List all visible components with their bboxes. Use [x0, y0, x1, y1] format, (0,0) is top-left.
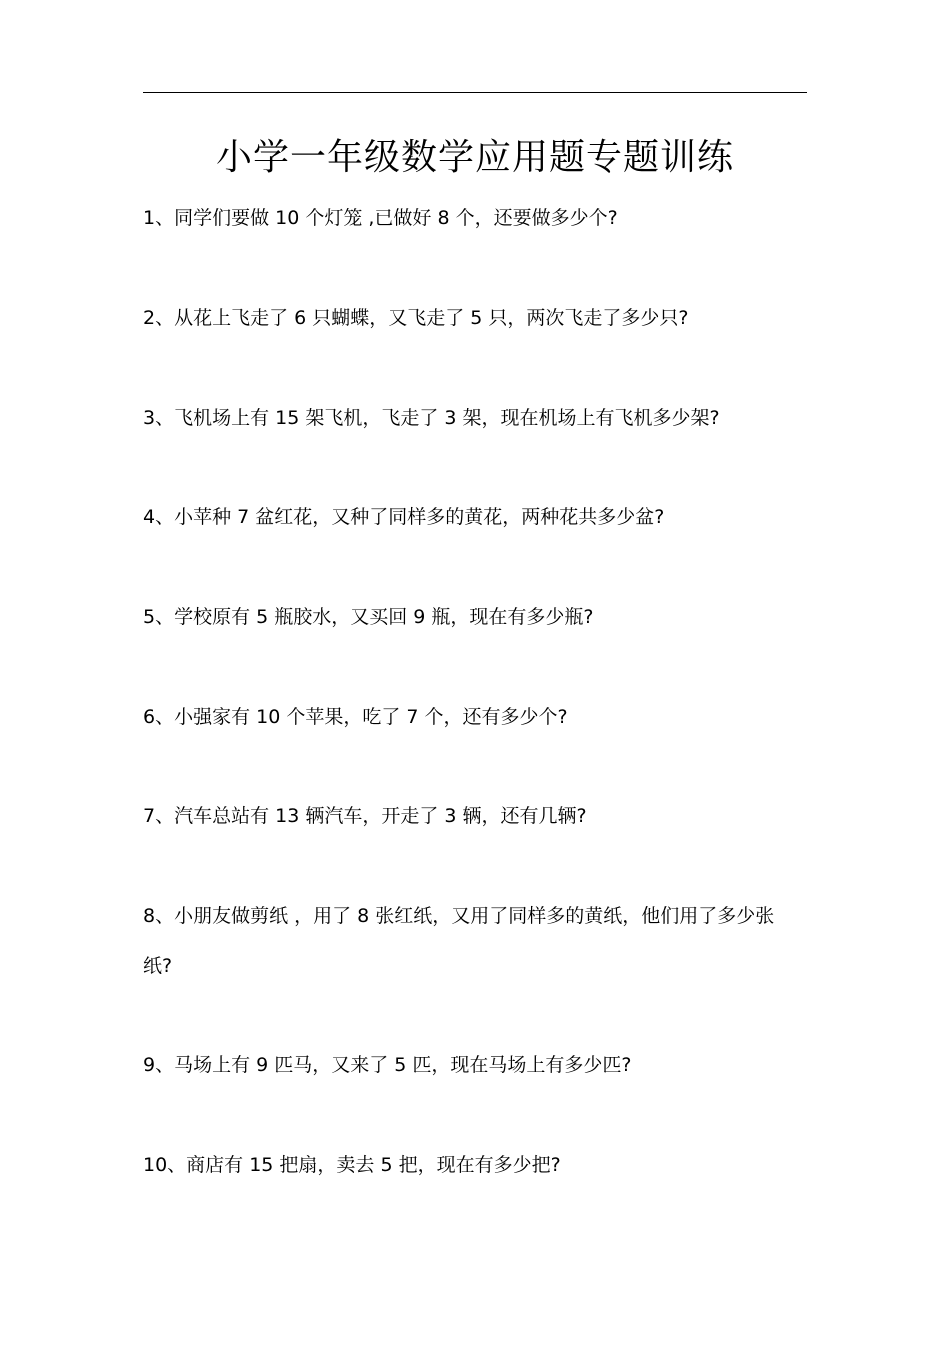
- problem-3: 3、飞机场上有 15 架飞机，飞走了 3 架，现在机场上有飞机多少架?: [143, 407, 720, 429]
- problem-6: 6、小强家有 10 个苹果，吃了 7 个，还有多少个?: [143, 706, 568, 728]
- problem-2: 2、从花上飞走了 6 只蝴蝶，又飞走了 5 只，两次飞走了多少只?: [143, 307, 689, 329]
- problem-1: 1、同学们要做 10 个灯笼 ,已做好 8 个，还要做多少个?: [143, 207, 618, 229]
- top-divider: [143, 92, 807, 93]
- problem-5: 5、学校原有 5 瓶胶水，又买回 9 瓶，现在有多少瓶?: [143, 606, 594, 628]
- problem-7: 7、汽车总站有 13 辆汽车，开走了 3 辆，还有几辆?: [143, 805, 587, 827]
- problem-9: 9、马场上有 9 匹马，又来了 5 匹，现在马场上有多少匹?: [143, 1054, 632, 1076]
- problem-10: 10、商店有 15 把扇，卖去 5 把，现在有多少把?: [143, 1154, 561, 1176]
- page-title: 小学一年级数学应用题专题训练: [215, 137, 734, 178]
- problem-8: 8、小朋友做剪纸 ，用了 8 张红纸，又用了同样多的黄纸，他们用了多少张纸?: [143, 905, 775, 977]
- problem-4: 4、小苹种 7 盆红花，又种了同样多的黄花，两种花共多少盆?: [143, 506, 665, 528]
